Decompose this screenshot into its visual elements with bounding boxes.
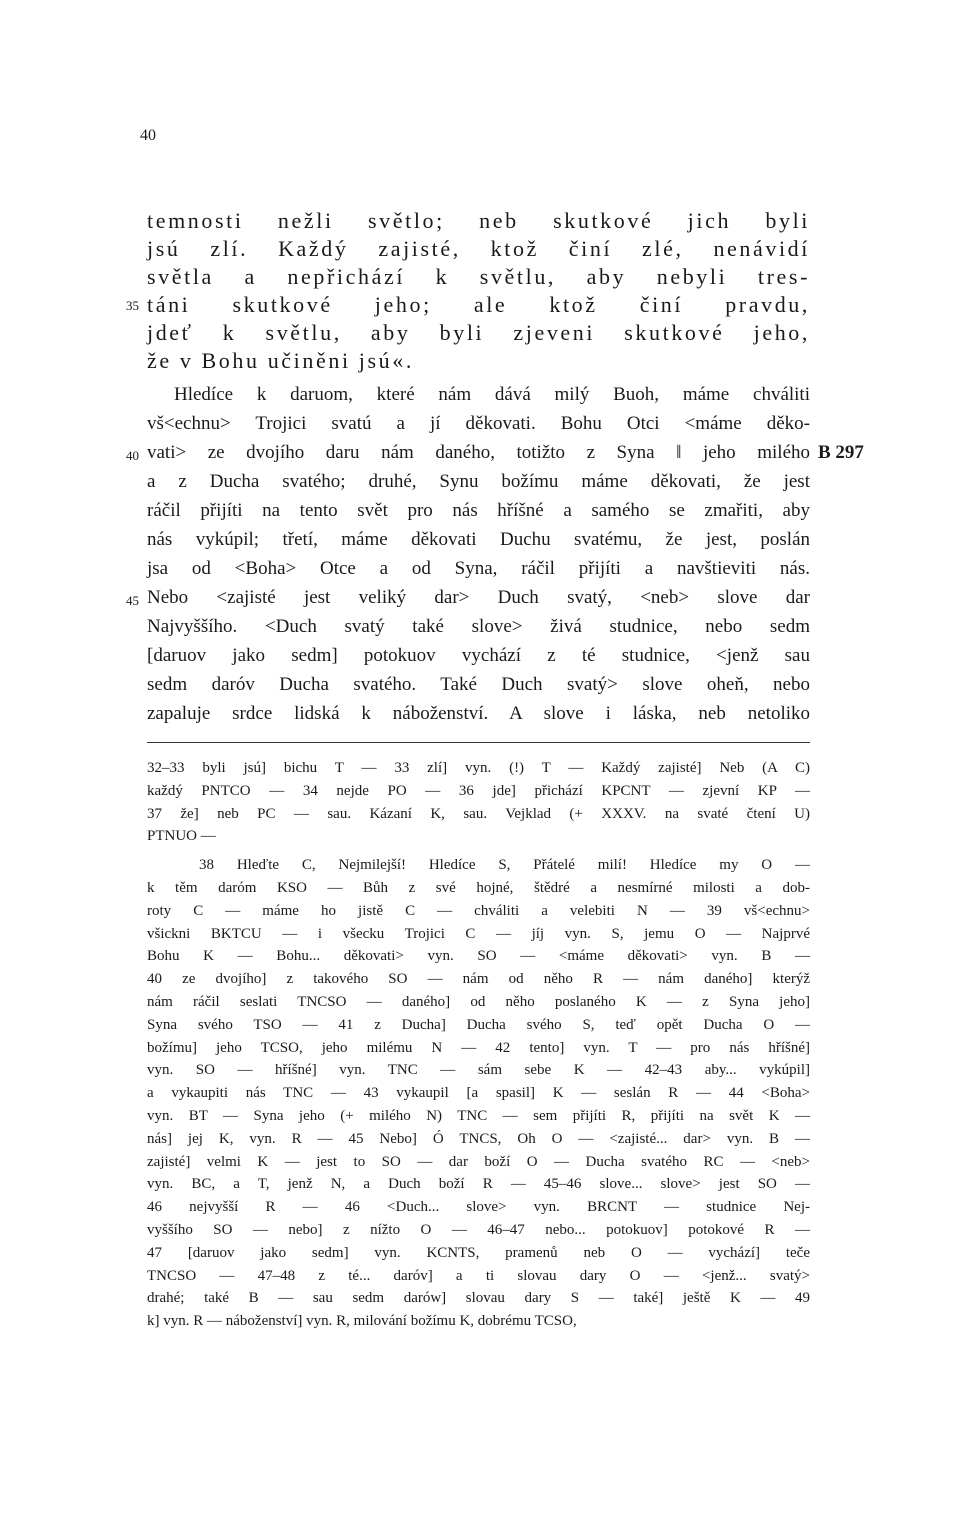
main-text-line: že v Bohu učiněni jsú«. <box>147 348 414 373</box>
apparatus-line: každý PNTCO — 34 nejde PO — 36 jde] přichází KPCNT — zjevní KP — <box>147 783 810 799</box>
main-text-line: světla a nepřichází k světlu, aby nebyli tres- <box>147 264 810 289</box>
margin-line-number: 45 <box>126 593 139 608</box>
apparatus-line: a vykaupiti nás TNC — 43 vykaupil [a spasil] K — seslán R — 44 <Boha> <box>147 1085 810 1101</box>
apparatus-line: Syna svého TSO — 41 z Ducha] Ducha svého S, teď opět Ducha O — <box>147 1017 810 1033</box>
apparatus-line: 37 že] neb PC — sau. Kázaní K, sau. Vejklad (+ XXXV. na svaté čtení U) <box>147 806 810 822</box>
main-text-line: vati> ze dvojího daru nám daného, totižto z Syna ‖ jeho milého <box>147 442 810 463</box>
apparatus-line: 46 nejvyšší R — 46 <Duch... slove> vyn. BRCNT — studnice Nej- <box>147 1199 810 1215</box>
main-text-line: jsa od <Boha> Otce a od Syna, ráčil přijíti a navštieviti nás. <box>147 558 810 579</box>
apparatus-rule <box>147 742 810 743</box>
apparatus-line: božímu] jeho TCSO, jeho milému N — 42 tento] vyn. T — pro nás hříšné] <box>147 1040 810 1056</box>
apparatus-line: všickni BKTCU — i všecku Trojici C — jíj vyn. S, jemu O — Najprvé <box>147 926 810 942</box>
main-text-line: zapaluje srdce lidská k náboženství. A slove i láska, neb netoliko <box>147 703 810 724</box>
main-text-line: jsú zlí. Každý zajisté, ktož činí zlé, nenávidí <box>147 236 810 261</box>
apparatus-line: roty C — máme ho jistě C — chváliti a velebiti N — 39 vš<echnu> <box>147 903 810 919</box>
apparatus-line: vyn. SO — hříšné] vyn. TNC — sám sebe K — 42–43 aby... vykúpil] <box>147 1062 810 1078</box>
apparatus-line: nás] jej K, vyn. R — 45 Nebo] Ó TNCS, Oh O — <zajisté... dar> vyn. B — <box>147 1131 810 1147</box>
apparatus-line: vyn. BC, a T, jenž N, a Duch boží R — 45–46 slove... slove> jest SO — <box>147 1176 810 1192</box>
main-text-line: a z Ducha svatého; druhé, Synu božímu máme děkovati, že jest <box>147 471 810 492</box>
main-text-line: vš<echnu> Trojici svatú a jí děkovati. Bohu Otci <máme děko- <box>147 413 810 434</box>
apparatus-line: drahé; také B — sau sedm darów] slovau dary S — také] ještě K — 49 <box>147 1290 810 1306</box>
margin-line-number: 35 <box>126 298 139 313</box>
apparatus-line: PTNUO — <box>147 828 216 844</box>
main-text-line: Hledíce k daruom, které nám dává milý Buoh, máme chváliti <box>174 384 810 405</box>
apparatus-line: zajisté] velmi K — jest to SO — dar boží O — Ducha svatého RC — <neb> <box>147 1154 810 1170</box>
apparatus-line: Bohu K — Bohu... děkovati> vyn. SO — <máme děkovati> vyn. B — <box>147 948 810 964</box>
main-text-line: sedm daróv Ducha svatého. Také Duch svatý> slove oheň, nebo <box>147 674 810 695</box>
apparatus-line: vyn. BT — Syna jeho (+ milého N) TNC — sem přijíti R, přijíti na svět K — <box>147 1108 810 1124</box>
main-text-line: táni skutkové jeho; ale ktož činí pravdu, <box>147 292 810 317</box>
page-number: 40 <box>140 127 156 144</box>
margin-line-number: 40 <box>126 448 139 463</box>
apparatus-line: 32–33 byli jsú] bichu T — 33 zlí] vyn. (!) T — Každý zajisté] Neb (A C) <box>147 760 810 776</box>
main-text-line: Najvyššího. <Duch svatý také slove> živá studnice, nebo sedm <box>147 616 810 637</box>
main-text-line: temnosti nežli světlo; neb skutkové jich byli <box>147 208 810 233</box>
main-text-line: Nebo <zajisté jest veliký dar> Duch svatý, <neb> slove dar <box>147 587 810 608</box>
apparatus-line: vyššího SO — nebo] z nížto O — 46–47 nebo... potokuov] potokové R — <box>147 1222 810 1238</box>
apparatus-line: k těm daróm KSO — Bůh z své hojné, štědré a nesmírné milosti a dob- <box>147 880 810 896</box>
main-text-line: ráčil přijíti na tento svět pro nás hříšné a samého se zmařiti, aby <box>147 500 810 521</box>
apparatus-line: TNCSO — 47–48 z té... daróv] a ti slovau dary O — <jenž... svatý> <box>147 1268 810 1284</box>
main-text-line: nás vykúpil; třetí, máme děkovati Duchu svatému, že jest, poslán <box>147 529 810 550</box>
apparatus-line: 47 [daruov jako sedm] vyn. KCNTS, pramenů neb O — vychází] teče <box>147 1245 810 1261</box>
main-text-line: jdeť k světlu, aby byli zjeveni skutkové jeho, <box>147 320 810 345</box>
apparatus-line: nám ráčil seslati TNCSO — daného] od něho poslaného K — z Syna jeho] <box>147 994 810 1010</box>
apparatus-line: 40 ze dvojího] z takového SO — nám od něho R — nám daného] kterýž <box>147 971 810 987</box>
main-text-line: [daruov jako sedm] potokuov vychází z té studnice, <jenž sau <box>147 645 810 666</box>
apparatus-line: 38 Hleďte C, Nejmilejší! Hledíce S, Přátelé milí! Hledíce my O — <box>199 857 810 873</box>
apparatus-line: k] vyn. R — náboženství] vyn. R, milování božímu K, dobrému TCSO, <box>147 1313 577 1329</box>
margin-reference: B 297 <box>818 442 864 463</box>
